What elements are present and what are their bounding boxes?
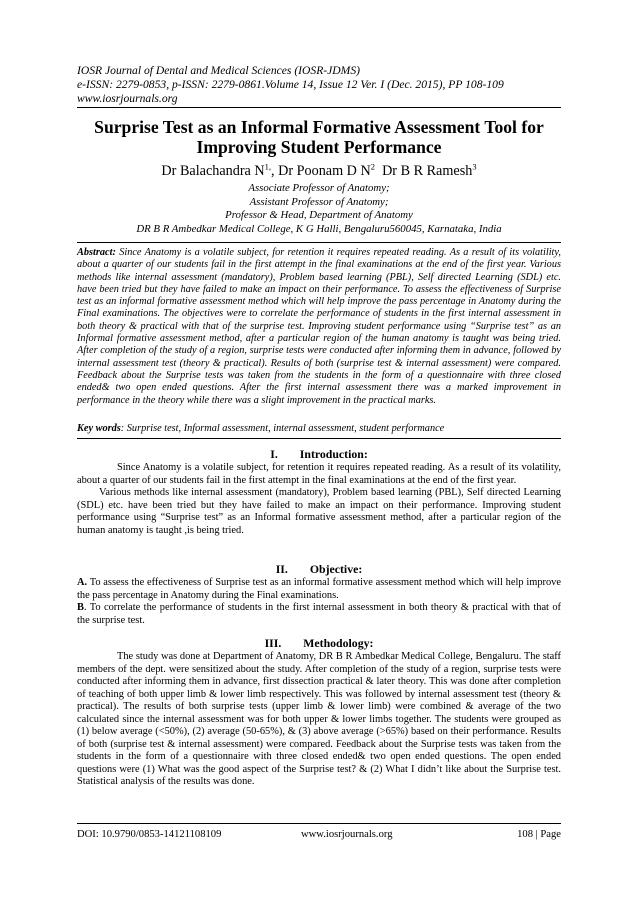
affiliation-3: Professor & Head, Department of Anatomy: [225, 209, 413, 222]
header-rule: [77, 107, 561, 108]
author-1-affil: 1,: [264, 161, 272, 172]
objective-a-text: To assess the effectiveness of Surprise test as an informal formative assessment method which will help improve the pass percentage in Anatomy during the Final examinations.: [77, 577, 561, 601]
footer-website: www.iosrjournals.org: [301, 829, 393, 840]
objective-a: [77, 577, 561, 602]
journal-name: IOSR Journal of Dental and Medical Sciences (IOSR-JDMS): [77, 64, 360, 77]
affiliations: [77, 182, 561, 236]
author-list: [77, 163, 561, 180]
section-title: Introduction:: [299, 447, 368, 461]
keywords-text: : Surprise test, Informal assessment, internal assessment, student performance: [120, 423, 445, 434]
footer-page-number: 108 | Page: [517, 829, 561, 840]
abstract: [77, 247, 561, 407]
abstract-label: Abstract:: [77, 247, 116, 258]
abstract-top-rule: [77, 242, 561, 243]
introduction-paragraph-2: Various methods like internal assessment (mandatory), Problem based learning (PBL), Self directed Learning (SDL) etc. have been tried but they have failed to make an impact on their performance. Improving student performance using “Surprise test” as an Informal formative assessment method, after a particular region of the human anatomy is taught ,is being tried.: [77, 487, 561, 536]
section-title: Objective:: [309, 562, 363, 576]
section-heading-introduction: [77, 447, 561, 461]
author-3: Dr B R Ramesh: [382, 163, 473, 179]
introduction-body: [77, 462, 561, 537]
section-heading-methodology: [77, 636, 561, 650]
author-2-affil: 2: [370, 161, 375, 172]
methodology-paragraph-1: The study was done at Department of Anatomy, DR B R Ambedkar Medical College, Bengaluru. The staff members of the dept. were sensitized about the study. After completion of the study of a region, surprise tests were conducted after informing them in advance, first dissection practical & later theory. This was done after completion of teaching of both upper limb & lower limb respectively. This was followed by internal assessment test (theory & practical). The results of both surprise tests (upper limb & lower limb) were combined & average of the two calculated since the internal assessment was for both upper & lower limbs together. The students were grouped as (1) below average (<50%), (2) average (50-65%), & (3) above average (>65%) based on their performance. Results of both (surprise test & internal assessment) were compared. Feedback about the Surprise tests was taken from the students in the form of a questionnaire with three closed ended& two open ended questions. The open ended questions were (1) What was the good aspect of the Surprise test? & (2) What I didn’t like about the Surprise test. Statistical analysis of the results was done.: [77, 651, 561, 787]
author-2: , Dr Poonam D N: [271, 163, 371, 179]
paper-title: [77, 117, 561, 157]
affiliation-2: Assistant Professor of Anatomy;: [249, 195, 389, 208]
affiliation-institution: DR B R Ambedkar Medical College, K G Halli, Bengaluru560045, Karnataka, India: [136, 222, 502, 235]
author-1: Dr Balachandra N: [161, 163, 265, 179]
keywords: [77, 423, 561, 435]
keywords-label: Key words: [77, 423, 121, 434]
paper-title-line2: Improving Student Performance: [196, 137, 442, 157]
introduction-paragraph-1: Since Anatomy is a volatile subject, for retention it requires repeated reading. As a result of its volatility, about a quarter of our students fail in the first attempt in the final examinations at the end of the first year.: [77, 462, 561, 486]
abstract-text: Since Anatomy is a volatile subject, for retention it requires repeated reading. As a result of its volatility, about a quarter of our students fail in the first attempt in the final examinations at the end of the first year. Various methods like internal assessment (mandatory), Problem based learning (PBL), Self directed Learning (SDL) etc. have been tried but they have failed to make an impact on their performance. To assess the effectiveness of Surprise test as an informal formative assessment method which will help improve the pass percentage in Anatomy during the Final examinations. The objectives were to correlate the performance of students in the first internal assessment in both theory & practical with that of the surprise test. Improving student performance using “Surprise test” as an Informal formative assessment method, after a particular region of the human anatomy is taught was being tried. After completion of the study of a region, surprise tests were conducted after informing them in advance, followed by internal assessment test (theory & practical). Results of both (surprise test & internal assessment) were compared. Feedback about the Surprise tests was taken from the students in the form of a questionnaire with three closed ended& two open ended questions. After the first internal assessment there was a marked improvement in performance in the theory while there was a slight improvement in the practical marks.: [77, 247, 561, 406]
section-number: I.: [270, 447, 278, 461]
paper-title-line1: Surprise Test as an Informal Formative Assessment Tool for: [94, 117, 544, 137]
objective-b: [77, 602, 561, 627]
section-number: III.: [264, 636, 282, 650]
journal-issn: e-ISSN: 2279-0853, p-ISSN: 2279-0861.Volume 14, Issue 12 Ver. I (Dec. 2015), PP 108-109: [77, 78, 504, 92]
abstract-bottom-rule: [77, 438, 561, 439]
methodology-body: [77, 651, 561, 789]
journal-header: [77, 64, 561, 107]
objective-a-label: A.: [77, 577, 88, 588]
footer-doi: DOI: 10.9790/0853-14121108109: [77, 829, 222, 840]
author-3-affil: 3: [472, 161, 477, 172]
section-number: II.: [275, 562, 288, 576]
section-heading-objective: [77, 562, 561, 576]
footer-rule: [77, 823, 561, 824]
section-title: Methodology:: [303, 636, 374, 650]
objective-body: [77, 577, 561, 627]
objective-b-text: . To correlate the performance of students in the first internal assessment in both theory & practical with that of the surprise test.: [77, 602, 561, 626]
affiliation-1: Associate Professor of Anatomy;: [248, 182, 390, 194]
objective-b-label: B: [77, 602, 84, 613]
journal-website: www.iosrjournals.org: [77, 92, 178, 106]
